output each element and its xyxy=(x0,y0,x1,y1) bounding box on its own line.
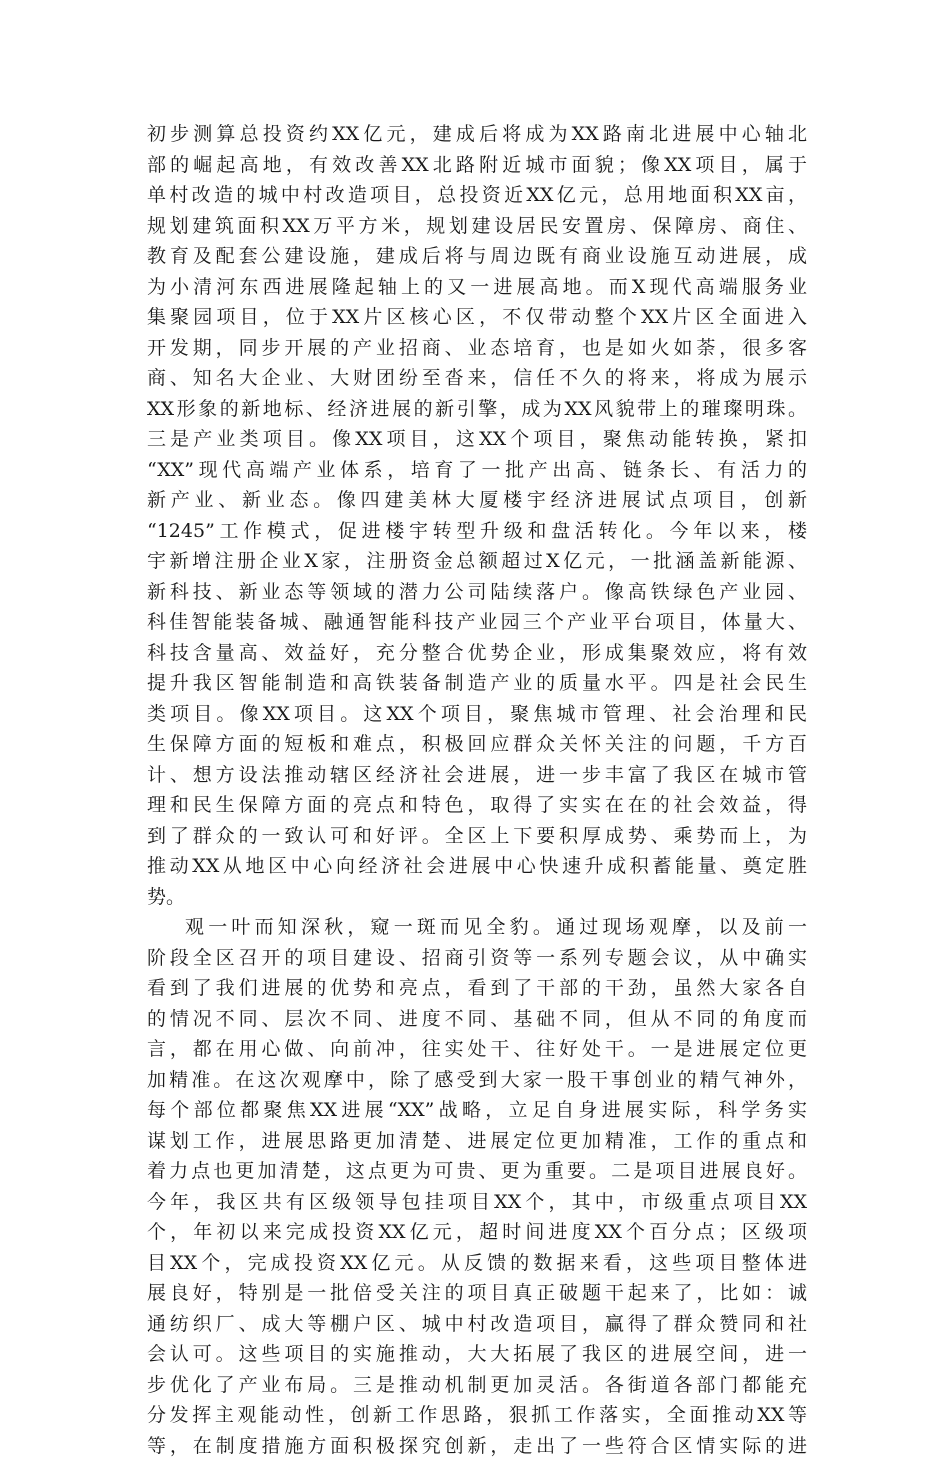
text-line: 个，年初以来完成投资XX亿元，超时间进度XX个百分点；区级项 xyxy=(147,1217,807,1248)
text-line: 宇新增注册企业X家，注册资金总额超过X亿元，一批涵盖新能源、 xyxy=(147,546,807,577)
text-line: 阶段全区召开的项目建设、招商引资等一系列专题会议，从中确实 xyxy=(147,943,807,974)
text-line: 通纺织厂、成大等棚户区、城中村改造项目，赢得了群众赞同和社 xyxy=(147,1309,807,1340)
text-line: 推动XX从地区中心向经济社会进展中心快速升成积蓄能量、奠定胜 xyxy=(147,851,807,882)
text-line: 看到了我们进展的优势和亮点，看到了干部的干劲，虽然大家各自 xyxy=(147,973,807,1004)
text-line: 加精准。在这次观摩中，除了感受到大家一股干事创业的精气神外， xyxy=(147,1065,807,1096)
text-line: 理和民生保障方面的亮点和特色，取得了实实在在的社会效益，得 xyxy=(147,790,807,821)
text-line: 新科技、新业态等领域的潜力公司陆续落户。像高铁绿色产业园、 xyxy=(147,577,807,608)
text-line: 科技含量高、效益好，充分整合优势企业，形成集聚效应，将有效 xyxy=(147,638,807,669)
text-line: 规划建筑面积XX万平方米，规划建设居民安置房、保障房、商住、 xyxy=(147,211,807,242)
text-line: 计、想方设法推动辖区经济社会进展，进一步丰富了我区在城市管 xyxy=(147,760,807,791)
text-line: 每个部位都聚焦XX进展“XX”战略，立足自身进展实际，科学务实 xyxy=(147,1095,807,1126)
text-line: 类项目。像XX项目。这XX个项目，聚焦城市管理、社会治理和民 xyxy=(147,699,807,730)
text-line: 等，在制度措施方面积极探究创新，走出了一些符合区情实际的进 xyxy=(147,1431,807,1461)
text-line: 到了群众的一致认可和好评。全区上下要积厚成势、乘势而上，为 xyxy=(147,821,807,852)
text-line: XX形象的新地标、经济进展的新引擎，成为XX风貌带上的璀璨明珠。 xyxy=(147,394,807,425)
text-line: 集聚园项目，位于XX片区核心区，不仅带动整个XX片区全面进入 xyxy=(147,302,807,333)
text-line: 单村改造的城中村改造项目，总投资近XX亿元，总用地面积XX亩， xyxy=(147,180,807,211)
text-line: 提升我区智能制造和高铁装备制造产业的质量水平。四是社会民生 xyxy=(147,668,807,699)
text-line: 分发挥主观能动性，创新工作思路，狠抓工作落实，全面推动XX等 xyxy=(147,1400,807,1431)
paragraph-first-line: 观一叶而知深秋，窥一斑而见全豹。通过现场观摩，以及前一 xyxy=(147,912,807,943)
text-line: 目XX个，完成投资XX亿元。从反馈的数据来看，这些项目整体进 xyxy=(147,1248,807,1279)
text-line: 谋划工作，进展思路更加清楚、进展定位更加精准，工作的重点和 xyxy=(147,1126,807,1157)
text-line: 教育及配套公建设施，建成后将与周边既有商业设施互动进展，成 xyxy=(147,241,807,272)
text-line: “XX”现代高端产业体系，培育了一批产出高、链条长、有活力的 xyxy=(147,455,807,486)
text-line: 生保障方面的短板和难点，积极回应群众关怀关注的问题，千方百 xyxy=(147,729,807,760)
text-line: 部的崛起高地，有效改善XX北路附近城市面貌；像XX项目，属于 xyxy=(147,150,807,181)
text-line: 科佳智能装备城、融通智能科技产业园三个产业平台项目，体量大、 xyxy=(147,607,807,638)
text-line: 步优化了产业布局。三是推动机制更加灵活。各街道各部门都能充 xyxy=(147,1370,807,1401)
text-line: 会认可。这些项目的实施推动，大大拓展了我区的进展空间，进一 xyxy=(147,1339,807,1370)
text-line: 的情况不同、层次不同、进度不同、基础不同，但从不同的角度而 xyxy=(147,1004,807,1035)
text-line: 展良好，特别是一批倍受关注的项目真正破题干起来了，比如：诚 xyxy=(147,1278,807,1309)
text-line: 今年，我区共有区级领导包挂项目XX个，其中，市级重点项目XX xyxy=(147,1187,807,1218)
text-line: 三是产业类项目。像XX项目，这XX个项目，聚焦动能转换，紧扣 xyxy=(147,424,807,455)
text-line: 着力点也更加清楚，这点更为可贵、更为重要。二是项目进展良好。 xyxy=(147,1156,807,1187)
paragraph-end-line: 势。 xyxy=(147,882,807,913)
text-line: 为小清河东西进展隆起轴上的又一进展高地。而X现代高端服务业 xyxy=(147,272,807,303)
text-line: “1245”工作模式，促进楼宇转型升级和盘活转化。今年以来，楼 xyxy=(147,516,807,547)
text-line: 商、知名大企业、大财团纷至沓来，信任不久的将来，将成为展示 xyxy=(147,363,807,394)
text-line: 开发期，同步开展的产业招商、业态培育，也是如火如荼，很多客 xyxy=(147,333,807,364)
text-line: 新产业、新业态。像四建美林大厦楼宇经济进展试点项目，创新 xyxy=(147,485,807,516)
text-line: 初步测算总投资约XX亿元，建成后将成为XX路南北进展中心轴北 xyxy=(147,119,807,150)
text-line: 言，都在用心做、向前冲，往实处干、往好处干。一是进展定位更 xyxy=(147,1034,807,1065)
document-body xyxy=(147,119,807,1461)
